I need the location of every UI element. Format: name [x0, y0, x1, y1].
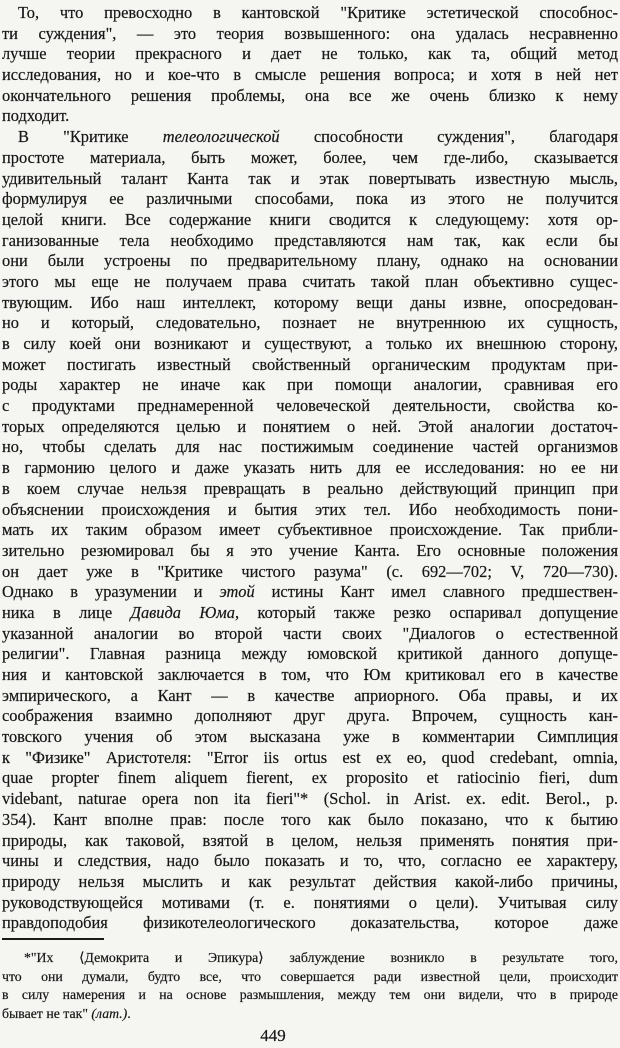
text-segment: исследования, но и кое-что в смысле решения вопроса; и хотя в ней нет [2, 65, 618, 85]
text-line [2, 500, 618, 521]
footnote [2, 949, 618, 1024]
text-segment: истины Кант имел славного предшествен- [254, 582, 618, 602]
text-line [2, 437, 618, 458]
text-segment: лучше теории прекрасного и дает не только, как та, общий метод [2, 44, 618, 64]
italic-text: Давида Юма [130, 602, 235, 622]
body-text [2, 3, 618, 934]
text-line [2, 706, 618, 727]
text-segment: природы, как таковой, взятой в целом, нельзя применять понятия при- [2, 830, 618, 850]
text-line [2, 65, 618, 86]
text-segment: . [127, 1006, 131, 1022]
text-line [2, 872, 618, 893]
text-segment: формулируя ее различными способами, пока из этого не получится [2, 189, 618, 209]
footnote-line [2, 968, 618, 987]
footnote-separator [2, 938, 104, 940]
text-line [2, 893, 618, 914]
text-line [2, 334, 618, 355]
text-line [2, 3, 618, 24]
text-line [2, 727, 618, 748]
text-line [2, 768, 618, 789]
text-segment: То, что превосходно в кантовской "Критике эстетической способнос- [18, 3, 618, 22]
text-line [2, 831, 618, 852]
text-segment: но, чтобы сделать для нас постижимым соединение частей организмов [2, 437, 618, 457]
text-line [2, 479, 618, 500]
text-segment: в силу намерения и на основе размышления, между тем они видели, что в природе [2, 987, 618, 1003]
text-segment: videbant, naturae opera non ita fieri"* (Schol. in Arist. ex. edit. Berol., p. [2, 789, 618, 809]
text-segment: он дает уже в "Критике чистого разума" (с. 692—702; V, 720—730). [2, 561, 618, 581]
text-segment: В "Критике [18, 127, 163, 147]
text-segment: руководствующейся мотивами (т. е. понятиями о цели). Учитывая силу [2, 892, 618, 912]
text-segment: ганизованные тела необходимо представляются нам так, как если бы [2, 230, 618, 250]
text-line [2, 272, 618, 293]
text-segment: простоте материала, быть может, более, чем где-либо, сказывается [2, 147, 618, 167]
text-line [2, 313, 618, 334]
text-segment: товского учения об этом высказана уже в комментарии Симплиция [2, 727, 618, 747]
text-segment: мать их таким образом имеет субъективное происхождение. Так прибли- [2, 520, 618, 540]
text-segment: торых определяются целью и понятием о ней. Этой аналогии достаточ- [2, 416, 618, 436]
text-segment: указанной аналогии во второй части своих "Диалогов о естественной [2, 623, 618, 643]
text-segment: 354). Кант вполне прав: после того как было показано, что к бытию [2, 809, 618, 829]
footnote-line [2, 986, 618, 1005]
text-line [2, 355, 618, 376]
text-line [2, 148, 618, 169]
text-line [2, 851, 618, 872]
text-segment: объяснении происхождения и бытия этих тел. Ибо необходимость пони- [2, 499, 618, 519]
text-segment: может постигать известный свойственный органическим продуктам при- [2, 354, 618, 374]
text-line [2, 251, 618, 272]
text-line [2, 417, 618, 438]
text-segment: что они думали, будто все, что совершается ради известной цели, происходит [2, 968, 618, 984]
text-segment: целой книги. Все содержание книги сводится к следующему: хотя ор- [2, 209, 618, 229]
text-segment: Однако в уразумении и [2, 582, 220, 602]
text-segment: quae propter finem aliquem fierent, ex proposito et ratiocinio fieri, dum [2, 768, 618, 788]
text-segment: эмпирического, а Кант — в качестве априорного. Оба правы, и их [2, 685, 618, 705]
text-segment: бывает не так" [2, 1006, 92, 1022]
text-segment: соображения взаимно дополняют друг друга. Впрочем, сущность кан- [2, 706, 618, 726]
italic-text: телеологической [162, 127, 280, 147]
text-line [2, 665, 618, 686]
footnote-line [2, 1005, 618, 1024]
text-line [2, 582, 618, 603]
text-line [2, 231, 618, 252]
text-line [2, 624, 618, 645]
text-line [2, 810, 618, 831]
text-segment: с продуктами преднамеренной человеческой деятельности, свойства ко- [2, 396, 618, 416]
text-segment: этого мы еще не получаем права считать такой план объективно сущес- [2, 271, 618, 291]
text-line [2, 520, 618, 541]
text-segment: удивительный талант Канта так и этак повертывать известную мысль, [2, 168, 618, 188]
text-segment: окончательного решения проблемы, она все же очень близко к нему [2, 85, 618, 105]
text-segment: в силу коей они возникают и существуют, а только их внешнюю сторону, [2, 334, 618, 353]
text-segment: к "Физике" Аристотеля: "Error iis ortus est ex eo, quod credebant, omnia, [2, 747, 618, 767]
text-segment: в гармонию целого и даже указать нить для ее исследования: но ее ни [2, 458, 618, 478]
text-segment: религии". Главная разница между юмовской критикой данного допуще- [2, 644, 618, 664]
text-line [2, 396, 618, 417]
text-segment: чины и следствия, надо было показать и то, что, согласно ее характеру, [2, 851, 618, 871]
text-line [2, 748, 618, 769]
text-segment: они были устроены по предварительному плану, однако на основании [2, 251, 618, 271]
text-segment: подходит. [2, 106, 70, 126]
text-line [2, 44, 618, 65]
text-line [2, 169, 618, 190]
text-segment: в коем случае нельзя превращать в реально действующий принцип при [2, 478, 618, 498]
text-line [2, 210, 618, 231]
text-segment: способности суждения", благодаря [279, 127, 618, 147]
text-line [2, 913, 618, 934]
text-segment: ника в лице [2, 602, 131, 622]
text-line [2, 293, 618, 314]
text-line [2, 189, 618, 210]
text-segment: зительно резюмировал бы я это учение Канта. Его основные положения [2, 540, 618, 560]
text-segment: ния и кантовской заключается в том, что Юм критиковал его в качестве [2, 665, 618, 684]
text-segment: роды характер не иначе как при помощи аналогии, сравнивая его [2, 375, 618, 395]
text-line [2, 686, 618, 707]
text-line [2, 127, 618, 148]
text-segment: но и который, следовательно, познает не внутреннюю их сущность, [2, 313, 618, 333]
text-segment: *"Их ⟨Демокрита и Эпикура⟩ заблуждение возникло в результате того, [24, 950, 618, 965]
italic-text: этой [219, 582, 255, 602]
text-segment: ти суждения", — это теория возвышенного: она удалась несравненно [2, 23, 618, 43]
text-line [2, 644, 618, 665]
text-segment: правдоподобия физикотелеологического доказательства, которое даже [2, 913, 618, 933]
text-line [2, 541, 618, 562]
text-segment: твующим. Ибо наш интеллект, которому вещи даны извне, опосредован- [2, 292, 618, 312]
text-line [2, 86, 618, 107]
text-line [2, 375, 618, 396]
text-line [2, 24, 618, 45]
text-line [2, 789, 618, 810]
text-line [2, 562, 618, 583]
text-segment: , который также резко оспаривал допущение [234, 602, 618, 622]
footnote-line [2, 949, 618, 968]
italic-text: (лат.) [91, 1006, 128, 1022]
text-line [2, 106, 618, 127]
page-number: 449 [260, 1026, 286, 1045]
text-line [2, 603, 618, 624]
text-line [2, 458, 618, 479]
text-segment: природу нельзя мыслить и как результат действия какой-либо причины, [2, 871, 618, 891]
